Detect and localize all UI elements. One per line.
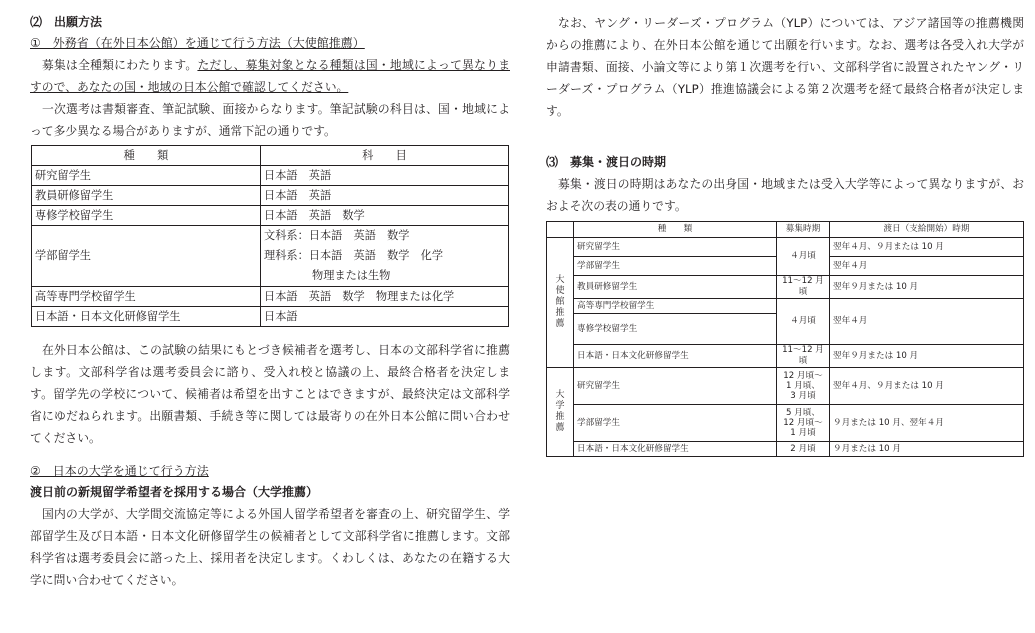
cell-type: 日本語・日本文化研修留学生: [574, 442, 777, 457]
paragraph-timing: 募集・渡日の時期はあなたの出身国・地域または受入大学等によって異なりますが、おおよそ次の表の通りです。: [546, 177, 1024, 213]
group-university-label: 大学推薦: [555, 390, 565, 433]
group-embassy: [547, 238, 574, 368]
cell-period: 11～12 月頃: [777, 345, 830, 368]
period-line: 12 月頃～: [783, 418, 823, 428]
cell-type: 教員研修留学生: [32, 186, 261, 206]
cell-type: 研究留学生: [32, 166, 261, 186]
table-row: [32, 307, 509, 327]
cell-type: 学部留学生: [32, 226, 261, 287]
cell-period: 2 月頃: [777, 442, 830, 457]
cell-type: 研究留学生: [574, 238, 777, 257]
cell-period: ４月頃: [777, 238, 830, 276]
cell-subject-multiline: [261, 226, 509, 287]
header-period: 募集時期: [777, 222, 830, 238]
subheading-university-route: [30, 461, 510, 482]
cell-subject: 日本語: [261, 307, 509, 327]
table-row: [32, 226, 509, 287]
cell-type: 学部留学生: [574, 405, 777, 442]
spacer: [546, 122, 1024, 152]
subheading-university-recommendation: 渡日前の新規留学希望者を採用する場合（大学推薦）: [30, 485, 319, 499]
table-row: [547, 345, 1024, 368]
left-column: [30, 12, 510, 591]
cell-type: 日本語・日本文化研修留学生: [32, 307, 261, 327]
cell-arrival: 翌年４月: [830, 257, 1024, 276]
subheading-embassy-recommendation-text: ① 外務省（在外日本公館）を通じて行う方法（大使館推薦）: [30, 36, 365, 50]
period-line: 1 月頃: [790, 428, 816, 438]
table-row: [547, 368, 1024, 405]
recruitment-scope-text: 募集は全種類にわたります。: [42, 58, 198, 72]
cell-type: 日本語・日本文化研修留学生: [574, 345, 777, 368]
recruitment-scope-underlined: ただし、募集対象となる種類は国・地域によって異なりますので、あなたの国・地域の日本公館で確認してください。: [30, 58, 510, 94]
right-column: [546, 12, 1024, 457]
cell-arrival: 翌年９月または 10 月: [830, 345, 1024, 368]
cell-period: ４月頃: [777, 299, 830, 345]
cell-arrival: 翌年４月: [830, 299, 1024, 345]
table-row: [32, 186, 509, 206]
subheading-embassy-recommendation: [30, 33, 510, 54]
spacer: [30, 449, 510, 461]
header-arrival: 渡日（支給開始）時期: [830, 222, 1024, 238]
period-line: 3 月頃: [790, 391, 816, 401]
subject-line-sciences-cont: 物理または生物: [312, 269, 391, 282]
cell-type: 研究留学生: [574, 368, 777, 405]
header-subject: 科 目: [261, 146, 509, 166]
group-embassy-label: 大使館推薦: [555, 275, 565, 329]
group-university: [547, 368, 574, 457]
cell-subject: 日本語 英語: [261, 166, 509, 186]
paragraph-university-recommendation: 国内の大学が、大学間交流協定等による外国人留学希望者を審査の上、研究留学生、学部留学生及び日本語・日本文化研修留学生の候補者として文部科学省に推薦します。文部科学省は選考委員会に諮った上、採用者を決定します。くわしくは、あなたの在籍する大学に問い合わせてください。: [30, 507, 510, 587]
cell-subject: 日本語 英語: [261, 186, 509, 206]
cell-subject: 日本語 英語 数学 物理または化学: [261, 287, 509, 307]
period-line: 1 月頃、: [786, 381, 820, 391]
section-heading-timing: ⑶ 募集・渡日の時期: [546, 155, 667, 169]
table-row: [32, 287, 509, 307]
paragraph-embassy-selection: 在外日本公館は、この試験の結果にもとづき候補者を選考し、日本の文部科学省に推薦します。文部科学省は選考委員会に諮り、受入れ校と協議の上、最終合格者を決定します。留学先の学校について、候補者は希望を出すことはできますが、最終決定は文部科学省にゆだねられます。出願書類、手続き等に関しては最寄りの在外日本公館に問い合わせてください。: [30, 343, 510, 445]
table-row: [32, 206, 509, 226]
exam-subjects-table: [31, 145, 509, 327]
cell-type: 教員研修留学生: [574, 276, 777, 299]
cell-arrival: ９月または 10 月、翌年４月: [830, 405, 1024, 442]
cell-arrival: 翌年４月、９月または 10 月: [830, 238, 1024, 257]
cell-type: 専修学校留学生: [32, 206, 261, 226]
cell-period: 11～12 月頃: [777, 276, 830, 299]
subject-line-humanities: 文科系：日本語 英語 数学: [264, 229, 410, 242]
cell-period-multiline: [777, 368, 830, 405]
table-header-row: [32, 146, 509, 166]
table-row: [547, 442, 1024, 457]
period-line: 12 月頃～: [783, 371, 823, 381]
cell-arrival: ９月または 10 月: [830, 442, 1024, 457]
section-heading-application-method: ⑵ 出願方法: [30, 15, 103, 29]
header-group: [547, 222, 574, 238]
table-row: [547, 276, 1024, 299]
subject-line-sciences: 理科系：日本語 英語 数学 化学: [264, 249, 444, 262]
cell-type: 高等専門学校留学生: [32, 287, 261, 307]
table-row: [32, 166, 509, 186]
table-row: [547, 299, 1024, 314]
table-row: [547, 238, 1024, 257]
header-type: 種 類: [574, 222, 777, 238]
paragraph-recruitment-scope: [30, 54, 510, 98]
cell-arrival: 翌年４月、９月または 10 月: [830, 368, 1024, 405]
cell-type: 学部留学生: [574, 257, 777, 276]
paragraph-ylp: なお、ヤング・リーダーズ・プログラム（YLP）については、アジア諸国等の推薦機関からの推薦により、在外日本公館を通じて出願を行います。なお、選考は各受入れ大学が申請書類、面接、小論文等により第１次選考を行い、文部科学省に設置されたヤング・リーダーズ・プログラム（YLP）推進協議会による第２次選考を経て最終合格者が決定します。: [546, 16, 1024, 118]
cell-type: 高等専門学校留学生: [574, 299, 777, 314]
table-row: [547, 405, 1024, 442]
cell-arrival: 翌年９月または 10 月: [830, 276, 1024, 299]
cell-type: 専修学校留学生: [574, 314, 777, 345]
cell-period-multiline: [777, 405, 830, 442]
paragraph-first-selection: 一次選考は書類審査、筆記試験、面接からなります。筆記試験の科目は、国・地域によって多少異なる場合がありますが、通常下記の通りです。: [30, 102, 510, 138]
table-header-row: [547, 222, 1024, 238]
period-line: 5 月頃、: [786, 408, 820, 418]
schedule-table: [546, 221, 1024, 457]
header-type: 種 類: [32, 146, 261, 166]
cell-subject: 日本語 英語 数学: [261, 206, 509, 226]
subheading-university-route-text: ② 日本の大学を通じて行う方法: [30, 464, 209, 478]
